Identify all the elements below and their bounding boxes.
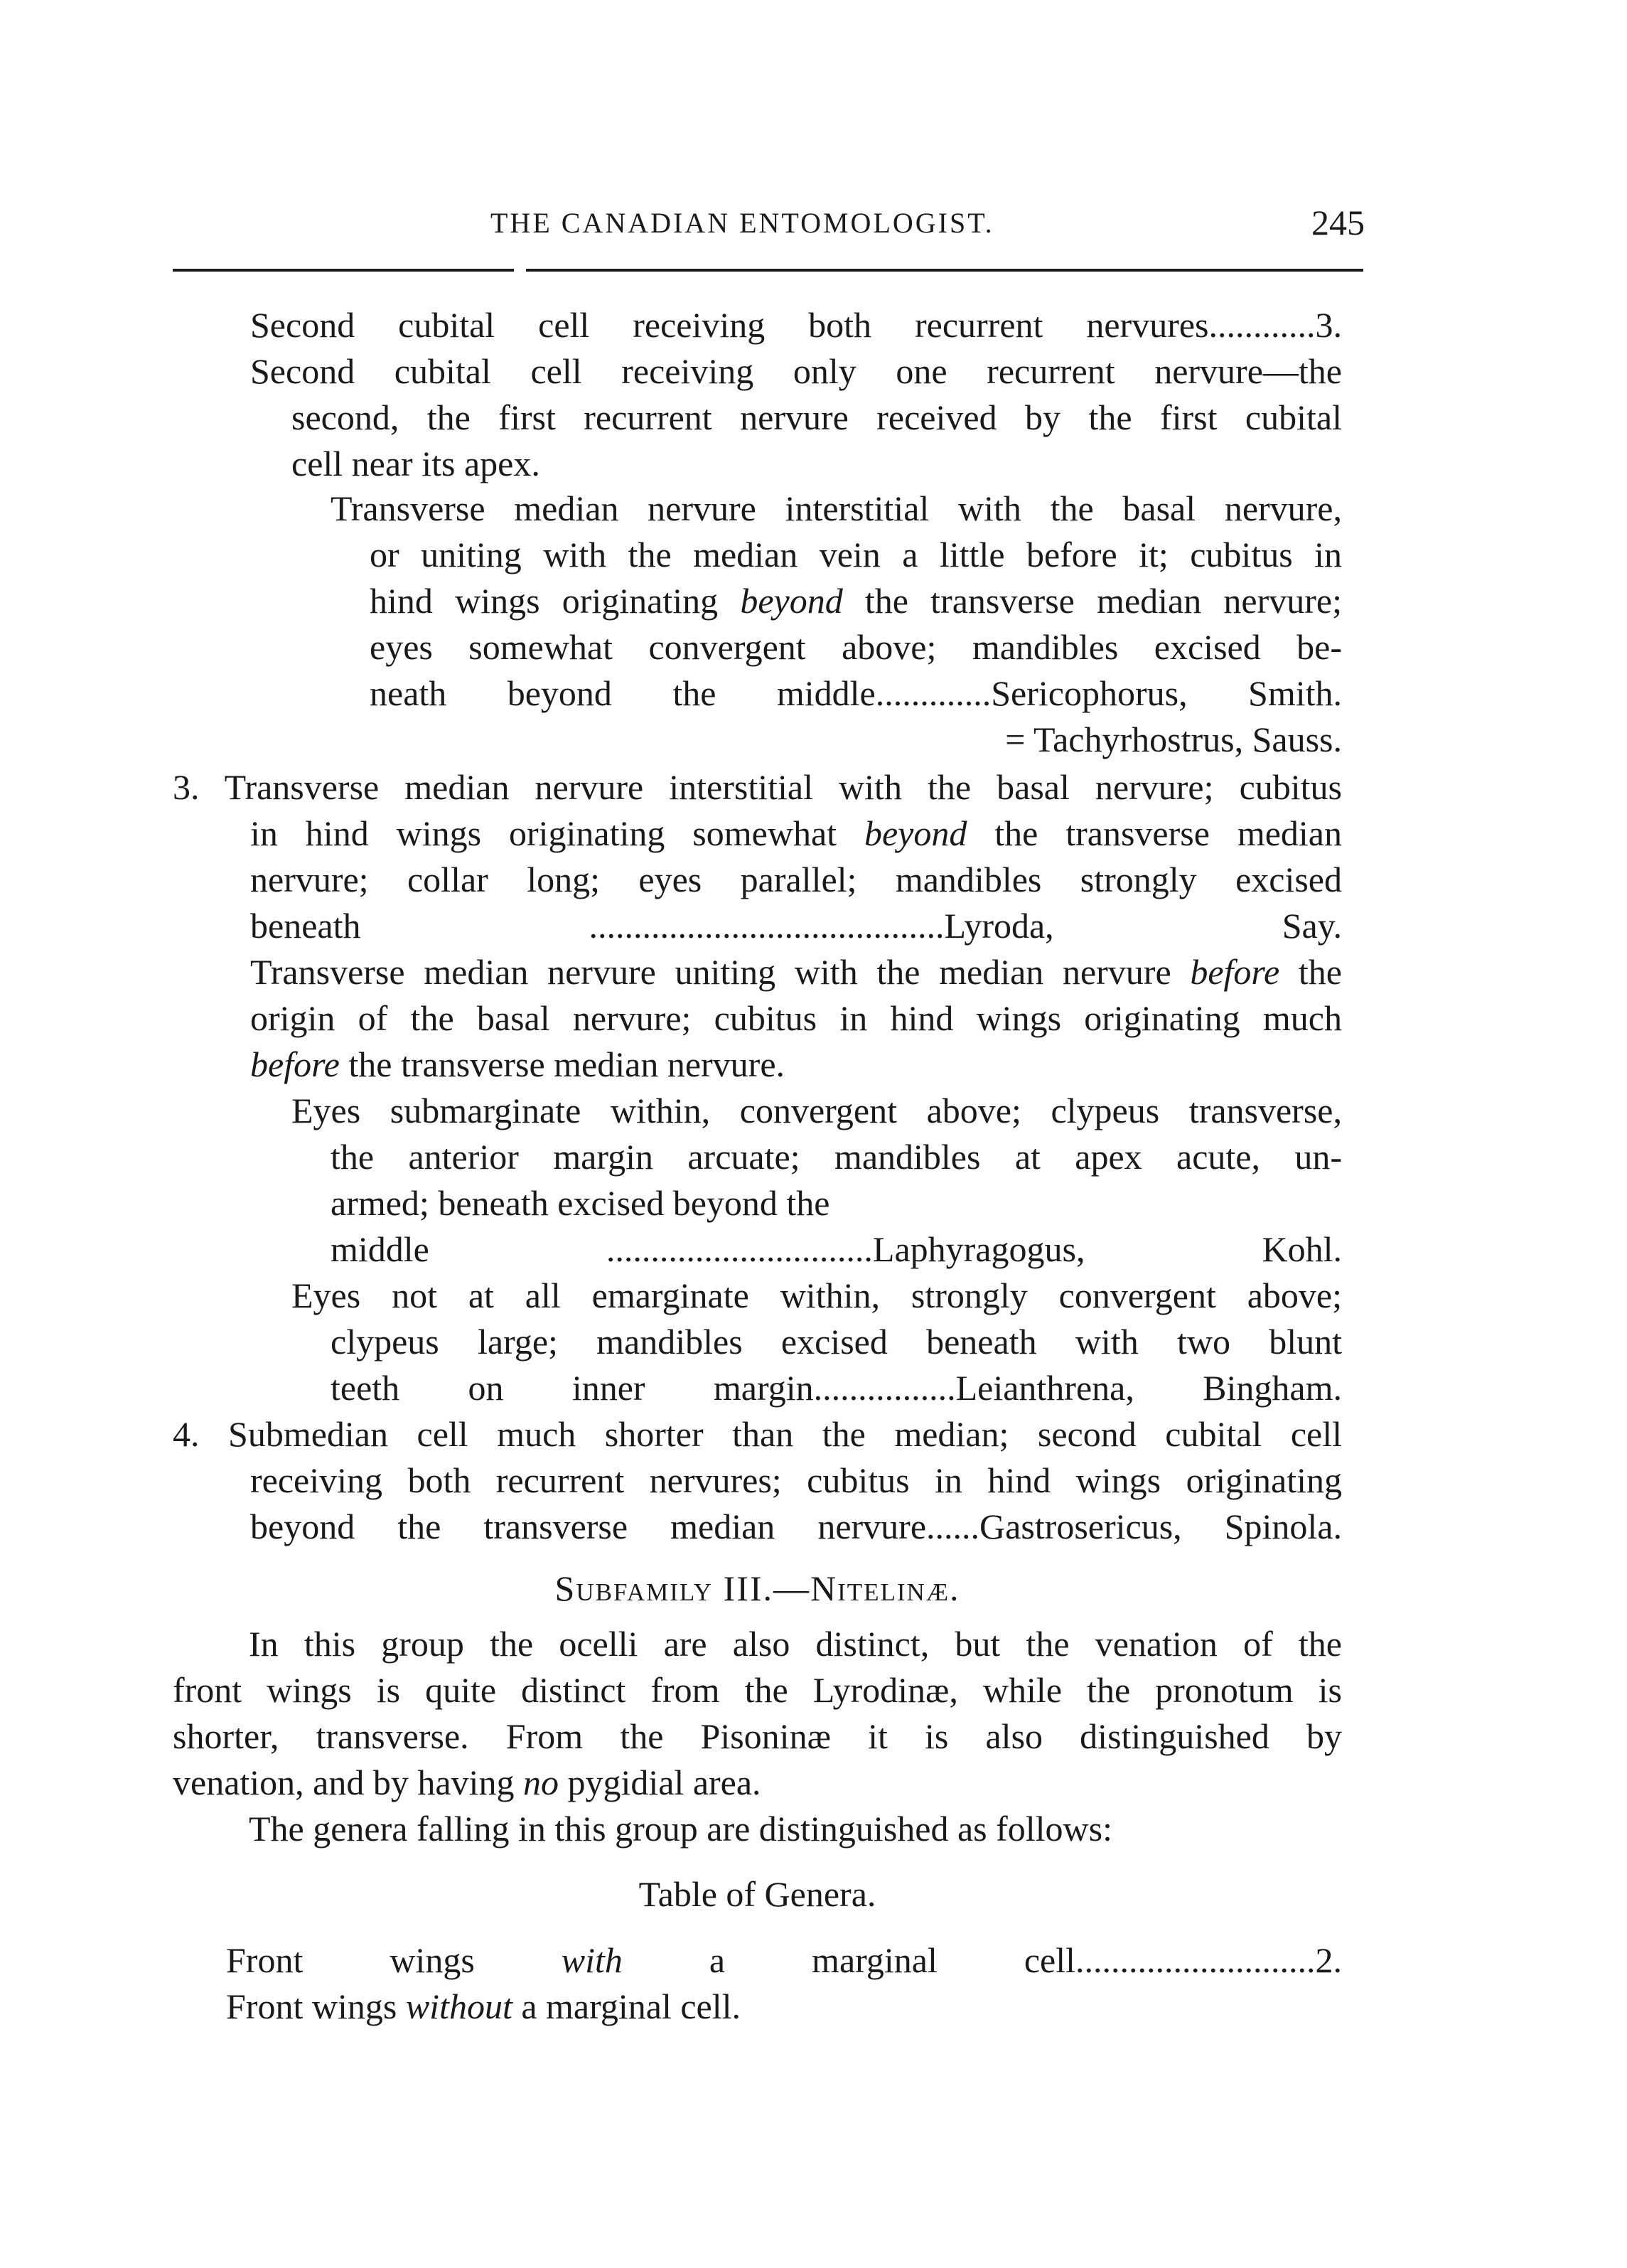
key-line: receiving both recurrent nervures; cubitus in hind wings originating xyxy=(250,1460,1342,1500)
key-line: middle ..............................Laphyragogus, Kohl. xyxy=(331,1229,1342,1269)
key-line: Transverse median nervure uniting with the median nervure before the xyxy=(250,952,1342,992)
key-line: before the transverse median nervure. xyxy=(250,1044,785,1084)
key-line: beneath ........................................Lyroda, Say. xyxy=(250,906,1342,946)
running-title: THE CANADIAN ENTOMOLOGIST. xyxy=(490,207,994,239)
key-line: 4. Submedian cell much shorter than the median; second cubital cell xyxy=(173,1414,1342,1454)
key-line: eyes somewhat convergent above; mandibles excised be- xyxy=(370,627,1342,667)
key-line: nervure; collar long; eyes parallel; mandibles strongly excised xyxy=(250,860,1342,899)
key-line: in hind wings originating somewhat beyond the transverse median xyxy=(250,813,1342,853)
paragraph-line: front wings is quite distinct from the Lyrodinæ, while the pronotum is xyxy=(173,1670,1342,1710)
key-line: second, the first recurrent nervure received by the first cubital xyxy=(291,397,1342,437)
key-line: teeth on inner margin................Leianthrena, Bingham. xyxy=(331,1368,1342,1408)
key-line: cell near its apex. xyxy=(291,444,540,483)
key-line: the anterior margin arcuate; mandibles at apex acute, un- xyxy=(331,1137,1342,1177)
table-heading: Table of Genera. xyxy=(638,1874,876,1914)
key-line: = Tachyrhostrus, Sauss. xyxy=(1005,720,1342,759)
key-line: hind wings originating beyond the transverse median nervure; xyxy=(370,581,1342,621)
key-line: Second cubital cell receiving both recurrent nervures............3. xyxy=(250,305,1342,345)
header-rule-right xyxy=(526,269,1363,272)
key-line: neath beyond the middle.............Sericophorus, Smith. xyxy=(370,673,1342,713)
paragraph-line: The genera falling in this group are distinguished as follows: xyxy=(249,1809,1113,1849)
paragraph-line: shorter, transverse. From the Pisoninæ it is also distinguished by xyxy=(173,1716,1342,1756)
table-line: Front wings without a marginal cell. xyxy=(226,1986,741,2026)
key-line: armed; beneath excised beyond the xyxy=(331,1183,830,1223)
page-number: 245 xyxy=(1311,203,1365,242)
key-line: Eyes not at all emarginate within, strongly convergent above; xyxy=(291,1275,1342,1315)
subfamily-heading: Subfamily III.—Nitelinæ. xyxy=(554,1568,960,1608)
page-header xyxy=(469,203,1365,249)
key-line: clypeus large; mandibles excised beneath with two blunt xyxy=(331,1322,1342,1362)
key-line: or uniting with the median vein a little before it; cubitus in xyxy=(370,535,1342,574)
key-line: origin of the basal nervure; cubitus in hind wings originating much xyxy=(250,998,1342,1038)
key-line: 3. Transverse median nervure interstitial with the basal nervure; cubitus xyxy=(173,767,1342,807)
key-line: Eyes submarginate within, convergent above; clypeus transverse, xyxy=(291,1091,1342,1130)
table-line: Front wings with a marginal cell...........................2. xyxy=(226,1940,1342,1980)
paragraph-line: In this group the ocelli are also distinct, but the venation of the xyxy=(249,1624,1342,1664)
key-line: beyond the transverse median nervure......Gastrosericus, Spinola. xyxy=(250,1507,1342,1546)
key-line: Second cubital cell receiving only one recurrent nervure—the xyxy=(250,351,1342,391)
header-rule-left xyxy=(173,269,514,272)
paragraph-line: venation, and by having no pygidial area. xyxy=(173,1762,761,1802)
key-line: Transverse median nervure interstitial with the basal nervure, xyxy=(331,488,1342,528)
